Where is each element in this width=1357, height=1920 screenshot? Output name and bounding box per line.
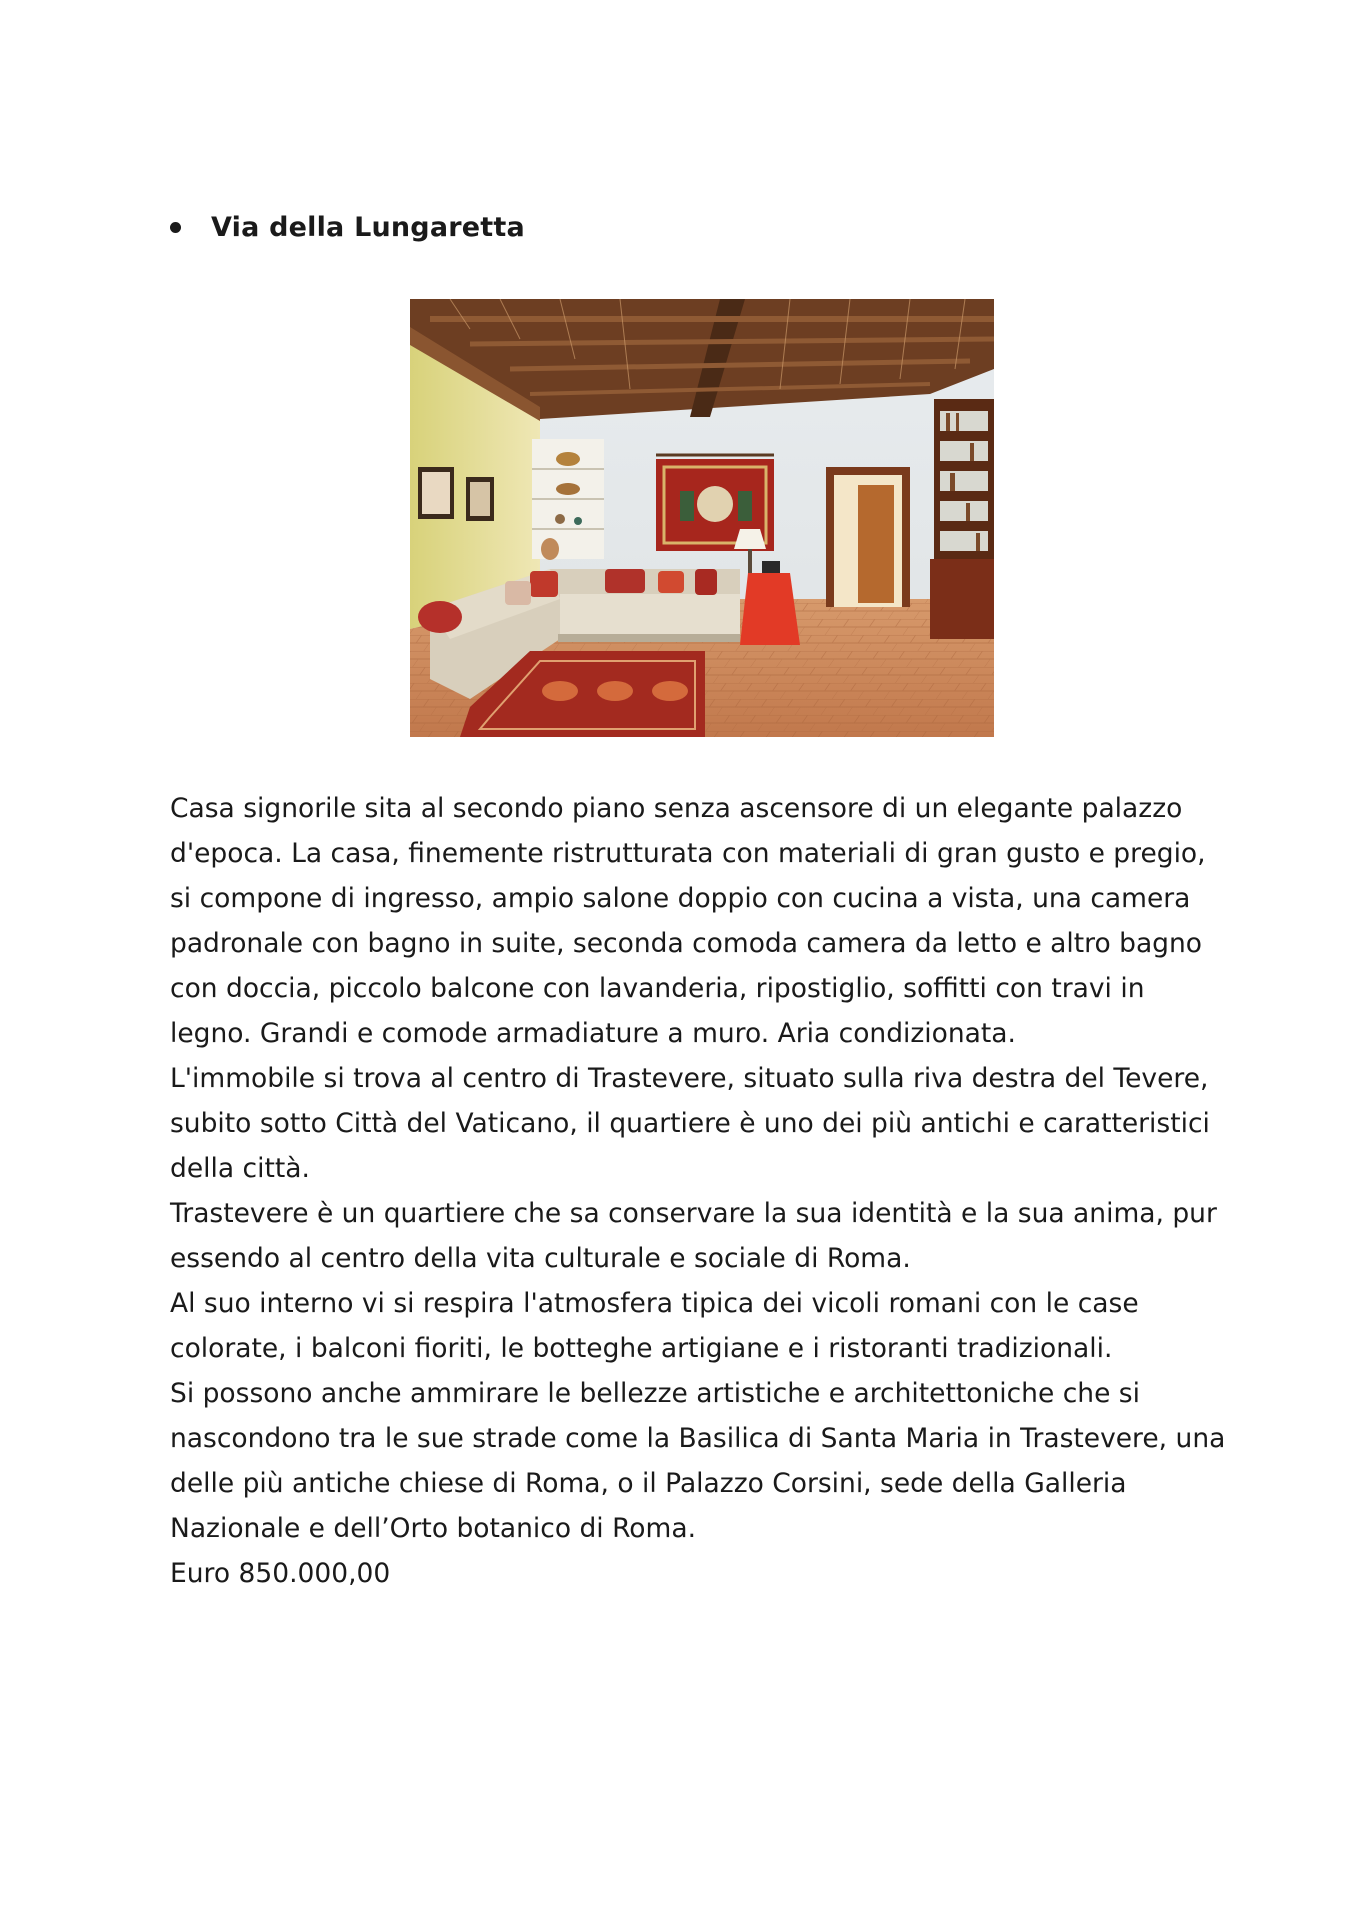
listing-description (170, 786, 1230, 1596)
paragraph-neighborhood: Trastevere è un quartiere che sa conservare la sua identità e la sua anima, pur essendo al centro della vita culturale e sociale di Roma. (170, 1198, 1217, 1274)
paragraph-landmarks: Si possono anche ammirare le bellezze artistiche e architettoniche che si nascondono tra le sue strade come la Basilica di Santa Maria in Trastevere, una delle più antiche chiese di Roma, o il Palazzo Corsini, sede della Galleria Nazionale e dell’Orto botanico di Roma. (170, 1378, 1226, 1544)
listing-title: Via della Lungaretta (211, 212, 525, 243)
paragraph-description: Casa signorile sita al secondo piano senza ascensore di un elegante palazzo d'epoca. La casa, finemente ristrutturata con materiali di gran gusto e pregio, si compone di ingresso, ampio salone doppio con cucina a vista, una camera padronale con bagno in suite, seconda comoda camera da letto e altro bagno con doccia, piccolo balcone con lavanderia, ripostiglio, soffitti con travi in legno. Grandi e comode armadiature a muro. Aria condizionata. (170, 793, 1206, 1049)
living-room-photo (410, 299, 994, 737)
price: Euro 850.000,00 (170, 1558, 391, 1589)
paragraph-atmosphere: Al suo interno vi si respira l'atmosfera tipica dei vicoli romani con le case colorate, i balconi fioriti, le botteghe artigiane e i ristoranti tradizionali. (170, 1288, 1139, 1364)
paragraph-location: L'immobile si trova al centro di Trastevere, situato sulla riva destra del Tevere, subito sotto Città del Vaticano, il quartiere è uno dei più antichi e caratteristici della città. (170, 1063, 1210, 1184)
listing-heading-row (170, 212, 525, 243)
bullet-icon (170, 222, 181, 233)
